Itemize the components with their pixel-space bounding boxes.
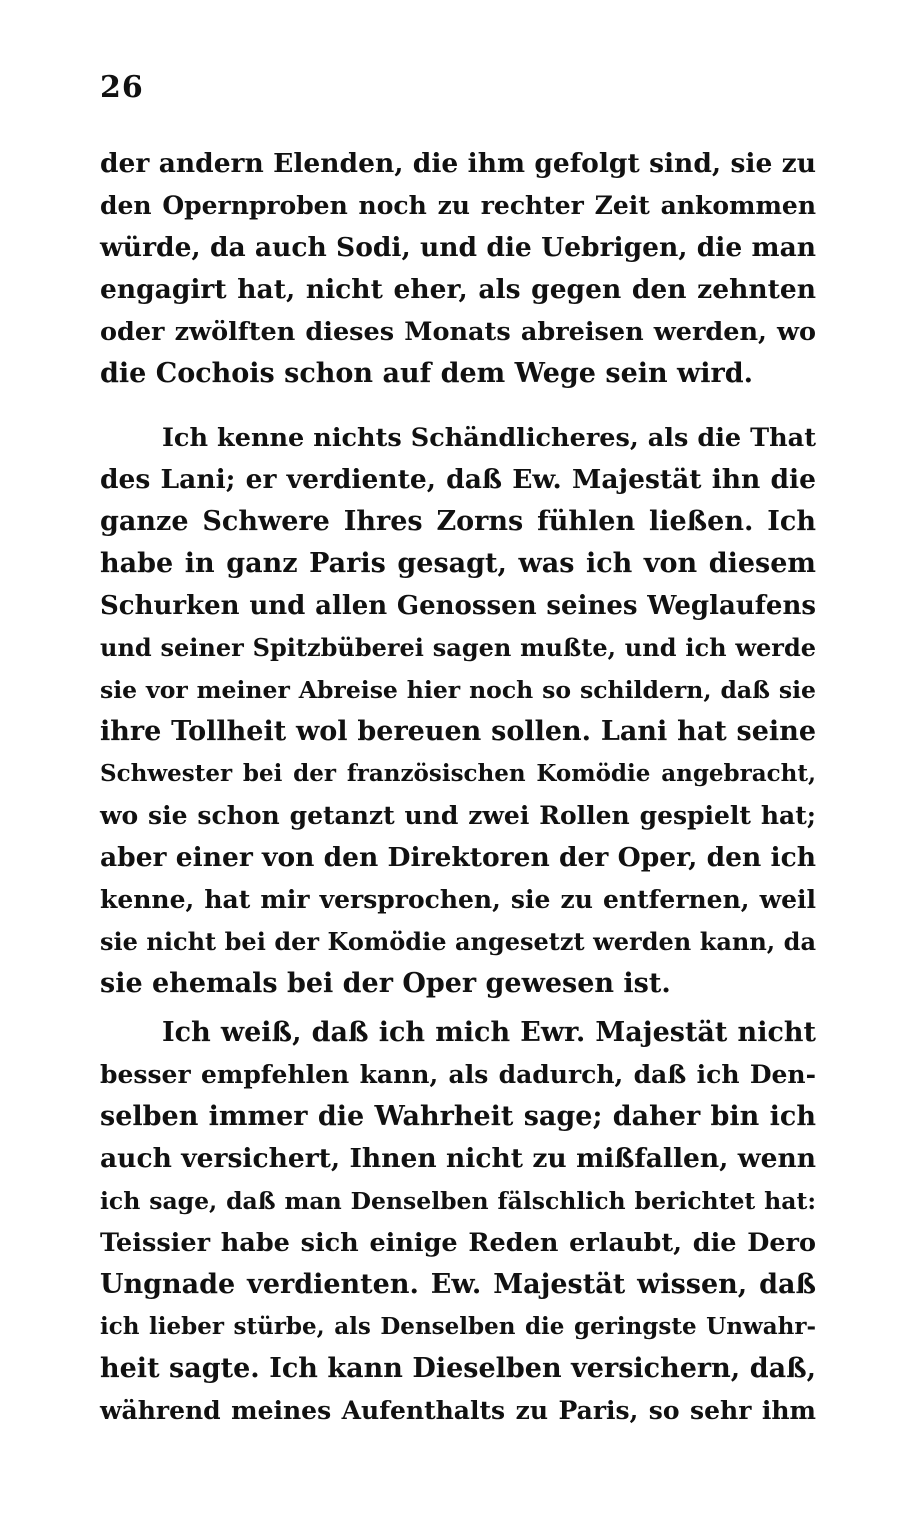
page-number: 26 [100, 70, 144, 105]
text-line: ganze Schwere Ihres Zorns fühlen ließen. Ich [100, 506, 816, 537]
text-line: sie vor meiner Abreise hier noch so schildern, daß sie [100, 676, 816, 704]
text-line: besser empfehlen kann, als dadurch, daß ich Den- [100, 1060, 816, 1089]
text-line: auch versichert, Ihnen nicht zu mißfallen, wenn [100, 1143, 816, 1174]
text-line: Ich weiß, daß ich mich Ewr. Majestät nicht [162, 1017, 816, 1048]
paragraph-1 [100, 143, 816, 395]
text-line: Ungnade verdienten. Ew. Majestät wissen, daß [100, 1269, 816, 1300]
text-line: wo sie schon getanzt und zwei Rollen gespielt hat; [100, 801, 816, 830]
text-line: Schurken und allen Genossen seines Weglaufens [100, 591, 816, 621]
text-line: aber einer von den Direktoren der Oper, den ich [100, 842, 816, 873]
text-line: habe in ganz Paris gesagt, was ich von diesem [100, 548, 816, 579]
paragraph-2 [100, 417, 816, 1005]
text-line: während meines Aufenthalts zu Paris, so sehr ihm [100, 1396, 816, 1425]
text-line: ich sage, daß man Denselben fälschlich berichtet hat: [100, 1187, 816, 1215]
text-line: der andern Elenden, die ihm gefolgt sind, sie zu [100, 148, 816, 179]
text-line: die Cochois schon auf dem Wege sein wird. [100, 358, 754, 389]
text-line: sie ehemals bei der Oper gewesen ist. [100, 968, 671, 999]
paragraph-3 [100, 1012, 816, 1432]
text-line: den Opernproben noch zu rechter Zeit ankommen [100, 191, 816, 220]
text-line: und seiner Spitzbüberei sagen mußte, und ich werde [100, 633, 816, 662]
text-line: des Lani; er verdiente, daß Ew. Majestät ihn die [100, 464, 816, 495]
text-line: Schwester bei der französischen Komödie angebracht, [100, 760, 816, 787]
text-line: ich lieber stürbe, als Denselben die geringste Unwahr- [100, 1313, 816, 1340]
text-line: Teissier habe sich einige Reden erlaubt, die Dero [100, 1228, 816, 1258]
text-line: würde, da auch Sodi, und die Uebrigen, die man [100, 232, 816, 263]
text-line: ihre Tollheit wol bereuen sollen. Lani hat seine [100, 716, 816, 747]
text-line: engagirt hat, nicht eher, als gegen den zehnten [100, 274, 816, 305]
text-line: oder zwölften dieses Monats abreisen werden, wo [100, 317, 816, 347]
text-line: Ich kenne nichts Schändlicheres, als die That [162, 423, 816, 453]
text-line: selben immer die Wahrheit sage; daher bin ich [100, 1101, 816, 1132]
text-line: kenne, hat mir versprochen, sie zu entfernen, weil [100, 885, 816, 914]
text-line: heit sagte. Ich kann Dieselben versichern, daß, [100, 1353, 816, 1384]
text-line: sie nicht bei der Komödie angesetzt werden kann, da [100, 927, 816, 956]
